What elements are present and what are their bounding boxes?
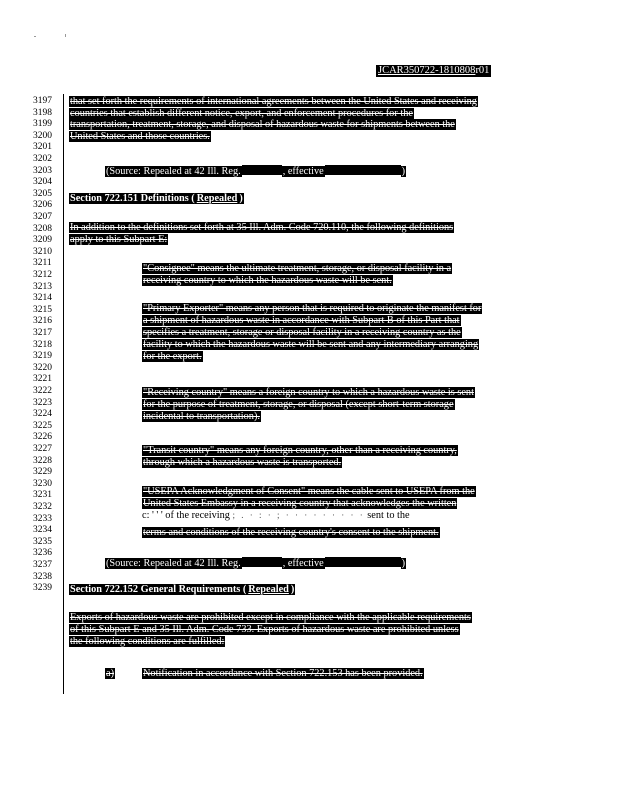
receiving-country-line-3: incidental to transportation).: [143, 411, 260, 422]
line-number: 3218: [33, 339, 52, 350]
consignee-definition-line-2: receiving country to which the hazardous waste will be sent.: [143, 275, 392, 286]
line-number: 3224: [33, 409, 52, 420]
line-number: 3237: [33, 560, 52, 570]
line-number: 3225: [33, 420, 52, 431]
line-number: 3222: [33, 386, 52, 396]
line-number: 3203: [33, 165, 52, 176]
redacted-box: [325, 165, 401, 175]
line-number: 3238: [33, 571, 52, 582]
docket-number: [376, 65, 491, 77]
section-722-152-heading: Section 722.152 General Requirements ( Repealed ): [70, 584, 295, 595]
line-number: 3239: [33, 583, 52, 594]
line-number: 3200: [33, 130, 52, 141]
primary-exporter-line-2: a shipment of hazardous waste in accordance with Subpart B of this Part that: [143, 315, 460, 326]
definitions-intro-line-1: In addition to the definitions set forth at 35 Ill. Adm. Code 720.110, the following definitions: [70, 222, 454, 233]
primary-exporter-line-4: facility to which the hazardous waste will be sent and any intermediary arranging: [143, 339, 479, 350]
docket-suffix: r01: [475, 65, 490, 76]
intro-line-2: countries that establish different notice, export, and enforcement procedures for the: [70, 108, 413, 119]
intro-line-1: that set forth the requirements of international agreements between the United States and receiving: [70, 96, 477, 107]
line-number: 3213: [33, 281, 52, 292]
line-number: 3234: [33, 525, 52, 536]
consignee-definition-line-1: "Consignee" means the ultimate treatment, storage, or disposal facility in a: [143, 263, 452, 274]
intro-line-3: transportation, treatment, storage, and disposal of hazardous waste for shipments between the: [70, 119, 455, 130]
line-number: 3212: [33, 270, 52, 280]
line-number: 3210: [33, 246, 52, 257]
line-number: 3231: [33, 490, 52, 501]
line-number: 3205: [33, 188, 52, 199]
line-number: 3197: [33, 96, 52, 106]
line-number: 3233: [33, 513, 52, 524]
line-number: 3232: [33, 502, 52, 512]
scan-speck: [34, 36, 36, 37]
general-requirements-line-3: the following conditions are fulfilled:: [70, 636, 225, 647]
acknowledgment-line-4: terms and conditions of the receiving country's consent to the shipment.: [143, 527, 439, 538]
line-number: 3208: [33, 223, 52, 234]
line-number: 3227: [33, 444, 52, 454]
line-number: 3201: [33, 142, 52, 153]
line-number: 3216: [33, 316, 52, 327]
general-requirements-line-1: Exports of hazardous waste are prohibited except in compliance with the applicable requirements: [70, 612, 471, 623]
line-number: 3219: [33, 351, 52, 362]
line-number: 3221: [33, 374, 52, 385]
primary-exporter-line-3: specifies a treatment, storage or disposal facility in a receiving country as the: [143, 327, 461, 338]
general-requirements-line-2: of this Subpart E and 35 Ill. Adm. Code 733. Exports of hazardous waste are prohibited unless: [70, 624, 459, 635]
line-number: 3230: [33, 478, 52, 489]
receiving-country-line-2: for the purpose of treatment, storage, or disposal (except short-term storage: [143, 399, 454, 410]
line-number: 3202: [33, 154, 52, 164]
line-number: 3236: [33, 548, 52, 559]
item-a-text: Notification in accordance with Section 722.153 has been provided.: [143, 668, 423, 679]
transit-country-line-2: through which a hazardous waste is transported.: [143, 457, 342, 468]
primary-exporter-line-5: for the export.: [143, 351, 202, 362]
redacted-box: [242, 557, 282, 567]
acknowledgment-line-3: c: ' ' ' of the receiving ; . · : · ; · · · · · · · · · sent to the: [142, 510, 410, 521]
line-number: 3226: [33, 432, 52, 443]
definitions-intro-line-2: apply to this Subpart E:: [70, 234, 168, 245]
line-number: 3229: [33, 467, 52, 478]
line-number: 3214: [33, 293, 52, 304]
source-note-2: (Source: Repealed at 42 Ill. Reg. , effective ): [106, 558, 406, 569]
receiving-country-line-1: "Receiving country" means a foreign country to which a hazardous waste is sent: [143, 387, 474, 398]
line-number-rule: [63, 94, 64, 694]
redacted-box: [325, 557, 401, 567]
acknowledgment-line-1: "USEPA Acknowledgment of Consent" means the cable sent to USEPA from the: [143, 486, 475, 497]
scan-speck: [65, 34, 66, 37]
source-note-1: (Source: Repealed at 42 Ill. Reg. , effective ): [106, 166, 406, 177]
redacted-box: [242, 165, 282, 175]
line-number: 3235: [33, 536, 52, 547]
line-number: 3206: [33, 200, 52, 211]
line-number: 3220: [33, 362, 52, 373]
line-number: 3207: [33, 212, 52, 222]
line-number: 3198: [33, 107, 52, 118]
primary-exporter-line-1: "Primary Exporter" means any person that is required to originate the manifest for: [143, 303, 482, 314]
line-number: 3204: [33, 177, 52, 188]
line-number: 3215: [33, 304, 52, 315]
acknowledgment-line-2: United States Embassy in a receiving country that acknowledges the written: [143, 498, 457, 509]
line-number: 3199: [33, 119, 52, 130]
line-number: 3211: [33, 258, 52, 269]
docket-prefix: JCAR350722-1810808: [378, 65, 476, 76]
line-number: 3223: [33, 397, 52, 408]
transit-country-line-1: "Transit country" means any foreign country, other than a receiving country,: [143, 445, 457, 456]
line-number: 3228: [33, 455, 52, 466]
intro-line-4: United States and those countries.: [70, 131, 210, 142]
section-722-151-heading: Section 722.151 Definitions ( Repealed ): [70, 193, 243, 204]
item-a-label: a): [106, 668, 114, 679]
line-number: 3209: [33, 235, 52, 246]
line-number: 3217: [33, 328, 52, 338]
